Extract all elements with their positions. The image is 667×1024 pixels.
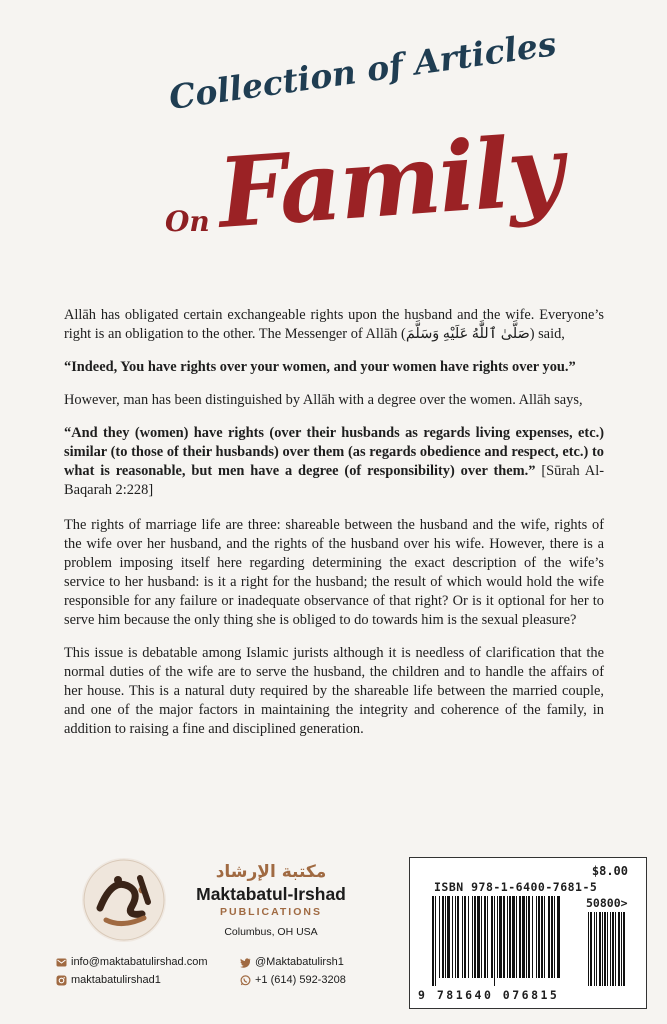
barcode-bar: [494, 896, 495, 986]
barcode-addon-bar: [588, 912, 589, 986]
barcode-bar: [557, 896, 560, 978]
paragraph-1: Allāh has obligated certain exchangeable rights upon the husband and the wife. Everyone’s right is an obligation to the other. The Messenger of Allāh (صَلَّىٰ ٱللَّٰهُ عَلَيْهِ وَسَلَّمَ) said,: [64, 307, 604, 343]
barcode-bar: [481, 896, 482, 978]
publisher-name: Maktabatul-Irshad: [196, 884, 346, 904]
barcode-bar: [484, 896, 486, 978]
contact-instagram-text: maktabatulirshad1: [71, 974, 161, 986]
quote-quran-reference: [Sūrah Al-Baqarah 2:228]: [64, 463, 604, 499]
price-label: $8.00: [591, 864, 628, 878]
barcode-bar: [528, 896, 530, 978]
barcode-bar: [519, 896, 521, 978]
barcode-bar: [487, 896, 488, 978]
barcode-addon-bar: [596, 912, 597, 986]
paragraph-4: This issue is debatable among Islamic jurists although it is needless of clarification that the normal duties of the wife are to serve the husband, the children and to handle the affairs of her house. This is a natural duty required by the shareable life between the married couple, and one of the major factors in maintaining the integrity and coherence of the family, in addition to raising a fine and disciplined generation.: [64, 645, 604, 738]
barcode-bar: [442, 896, 444, 978]
ean-number: 9 781640 076815: [418, 988, 560, 1002]
publisher-logo: [82, 858, 166, 942]
barcode-bar: [491, 896, 493, 978]
barcode-bar: [472, 896, 473, 978]
barcode-bar: [464, 896, 466, 978]
barcode-bar: [477, 896, 480, 978]
barcode-bar: [507, 896, 508, 978]
barcode-bar: [457, 896, 459, 978]
barcode-bar: [551, 896, 553, 978]
barcode-addon-bar: [594, 912, 595, 986]
contact-phone-text: +1 (614) 592-3208: [255, 974, 346, 986]
publisher-arabic-name: مكتبة الإرشاد: [215, 862, 327, 882]
barcode-bar: [548, 896, 550, 978]
barcode-bar: [474, 896, 476, 978]
publisher-info: [186, 862, 356, 938]
blurb-text: [64, 306, 604, 753]
barcode-bar: [544, 896, 545, 978]
mail-icon: [56, 957, 67, 968]
barcode-addon-bar: [623, 912, 625, 986]
instagram-icon: [56, 975, 67, 986]
barcode-bar: [445, 896, 446, 978]
barcode-addon-bar: [604, 912, 606, 986]
barcode-bar: [462, 896, 463, 978]
isbn-barcode-box: [409, 857, 647, 1009]
barcode-bar: [455, 896, 456, 978]
barcode-addon-code: 50800>: [586, 896, 628, 910]
barcode-bar: [452, 896, 453, 978]
barcode-bar: [554, 896, 555, 978]
barcode-bar: [526, 896, 527, 978]
barcode-bar: [532, 896, 533, 978]
barcode-addon-bar: [607, 912, 608, 986]
barcode-addon-bar: [599, 912, 601, 986]
contact-instagram: [56, 974, 161, 986]
barcode-bar: [503, 896, 505, 978]
isbn-number: ISBN 978-1-6400-7681-5: [434, 880, 598, 894]
contact-email: [56, 956, 208, 968]
barcode-bar: [497, 896, 498, 978]
barcode-bar: [447, 896, 450, 978]
barcode-addon-bar: [618, 912, 620, 986]
barcode-bar: [432, 896, 434, 986]
barcode-addon-bar: [602, 912, 603, 986]
quote-quran-text: “And they (women) have rights (over their husbands as regards living expenses, etc.) similar (to those of their husbands) over them (as regards obedience and respect, etc.) to what is reasonable, but men have a degree (of responsibility) over them.”: [64, 425, 604, 480]
quote-quran: [64, 424, 604, 500]
barcode-bar: [439, 896, 440, 978]
publisher-logo-icon: [82, 858, 166, 942]
barcode-addon-bar: [621, 912, 622, 986]
contact-twitter: [240, 956, 344, 968]
publisher-subtitle: PUBLICATIONS: [220, 906, 322, 918]
title-family: Family: [214, 113, 566, 250]
barcode-bar: [536, 896, 537, 978]
title-collection-of-articles: Collection of Articles: [166, 24, 559, 118]
whatsapp-icon: [240, 975, 251, 986]
contact-twitter-text: @Maktabatulirsh1: [255, 956, 344, 968]
paragraph-3: The rights of marriage life are three: shareable between the husband and the wife, rights of the wife over her husband, and the rights of the husband over his wife. However, there is a problem imposing itself here regarding determining the exact description of the wife’s service to her husband: is it a right for the husband; the result of which would hold the wife responsible for any failure or inadequate observance of that right? Or is it optional for her to serve him because the only thing she is obliged to do towards him is the sexual pleasure?: [64, 517, 604, 629]
title-on: On: [165, 205, 210, 238]
twitter-icon: [240, 957, 251, 968]
barcode-bar: [512, 896, 515, 978]
barcode-addon-bar: [610, 912, 611, 986]
barcode-addon-bar: [615, 912, 616, 986]
barcode-addon-bar: [590, 912, 592, 986]
contact-phone: [240, 974, 346, 986]
quote-hadith: “Indeed, You have rights over your women, and your women have rights over you.”: [64, 359, 576, 376]
contact-email-text: info@maktabatulirshad.com: [71, 956, 208, 968]
barcode-bar: [516, 896, 517, 978]
cover-title: [0, 24, 667, 280]
barcode-bar: [468, 896, 469, 978]
barcode-bar: [541, 896, 543, 978]
barcode-bar: [509, 896, 511, 978]
barcode-bar: [435, 896, 436, 986]
barcode-addon-bar: [612, 912, 614, 986]
paragraph-2: However, man has been distinguished by Allāh with a degree over the women. Allāh says,: [64, 392, 583, 409]
barcode-bar: [499, 896, 502, 978]
barcode-bar: [538, 896, 540, 978]
barcode-bar: [522, 896, 525, 978]
publisher-city: Columbus, OH USA: [224, 926, 318, 938]
